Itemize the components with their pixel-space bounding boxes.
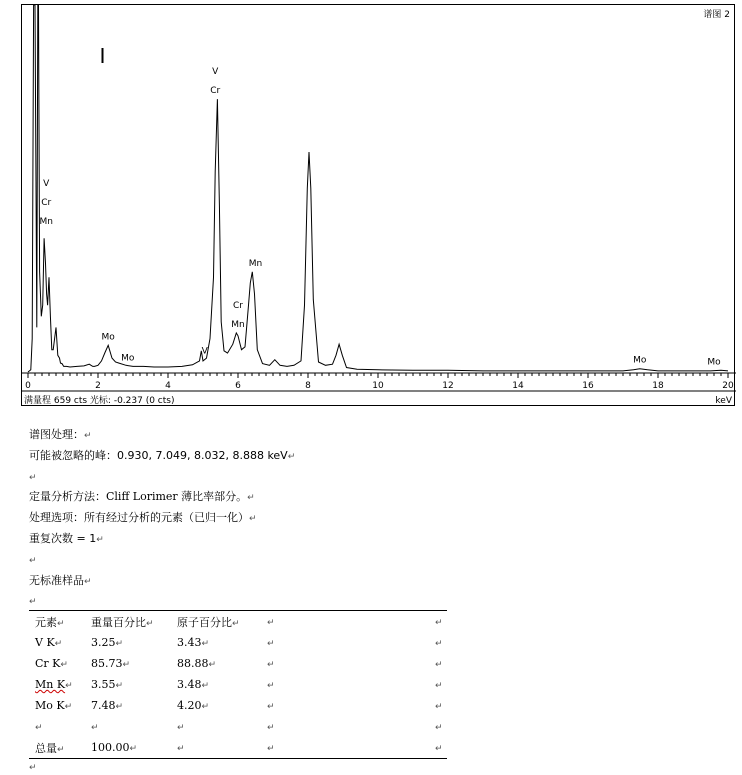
table-cell-empty: ↵ bbox=[261, 737, 429, 759]
chart-title: 谱图 2 bbox=[703, 10, 730, 20]
cell-atomic-percent: 3.43↵ bbox=[177, 636, 210, 649]
peak-label: Cr bbox=[233, 301, 243, 312]
doc-blank-line: ↵ bbox=[29, 556, 37, 566]
table-cell-empty: ↵ bbox=[267, 639, 275, 649]
doc-blank-line: ↵ bbox=[29, 597, 37, 607]
doc-omitted-peaks: 可能被忽略的峰：0.930, 7.049, 8.032, 8.888 keV↵ bbox=[29, 449, 296, 462]
cell-weight-percent: 85.73↵ bbox=[91, 657, 131, 670]
peak-label: Cr bbox=[41, 197, 52, 208]
x-axis-tick-labels bbox=[25, 381, 734, 391]
table-row-end: ↵ bbox=[435, 660, 443, 670]
x-tick-label: 0 bbox=[25, 381, 31, 391]
cell-weight-percent: 7.48↵ bbox=[91, 699, 124, 712]
cell-element: Cr K↵ bbox=[35, 657, 68, 670]
peak-label: V bbox=[212, 67, 219, 78]
chart-footer-status: 满量程 659 cts 光标: -0.237 (0 cts) bbox=[24, 396, 175, 406]
peak-label: Cr bbox=[210, 86, 221, 97]
doc-quant-method: 定量分析方法：Cliff Lorimer 薄比率部分。↵ bbox=[29, 490, 255, 503]
table-row-end: ↵ bbox=[429, 611, 447, 633]
doc-blank-line: ↵ bbox=[29, 763, 37, 773]
cell-atomic-percent: 3.48↵ bbox=[177, 678, 210, 691]
table-cell-empty: ↵ bbox=[267, 660, 275, 670]
cell-atomic-percent: ↵ bbox=[171, 737, 261, 759]
x-tick-label: 4 bbox=[165, 381, 171, 391]
cell-element: ↵ bbox=[35, 723, 43, 733]
doc-processing-option: 处理选项：所有经过分析的元素（已归一化）↵ bbox=[29, 511, 257, 524]
table-row bbox=[29, 632, 447, 653]
peak-annotations bbox=[39, 67, 721, 367]
x-tick-label: 6 bbox=[235, 381, 241, 391]
cell-atomic-percent: 88.88↵ bbox=[177, 657, 217, 670]
cell-weight-percent: ↵ bbox=[91, 723, 99, 733]
cell-element: Mo K↵ bbox=[35, 699, 73, 712]
x-axis-ticks bbox=[28, 373, 728, 378]
x-tick-label: 18 bbox=[652, 381, 664, 391]
x-axis-unit-label: keV bbox=[715, 396, 732, 406]
table-row-end: ↵ bbox=[435, 723, 443, 733]
x-tick-label: 8 bbox=[305, 381, 311, 391]
cell-element: V K↵ bbox=[35, 636, 63, 649]
peak-label: V bbox=[43, 178, 50, 189]
table-row bbox=[29, 716, 447, 737]
x-tick-label: 10 bbox=[372, 381, 384, 391]
header-element: 元素↵ bbox=[29, 611, 85, 633]
peak-label: Mo bbox=[707, 357, 721, 368]
cell-element: Mn K↵ bbox=[35, 678, 73, 691]
x-tick-label: 2 bbox=[95, 381, 101, 391]
doc-spectrum-processing: 谱图处理：↵ bbox=[29, 428, 92, 441]
spectrum-chart bbox=[21, 4, 735, 406]
cell-weight-percent: 100.00↵ bbox=[85, 737, 171, 759]
table-row-end: ↵ bbox=[435, 681, 443, 691]
cell-atomic-percent: ↵ bbox=[177, 723, 185, 733]
doc-iterations: 重复次数 = 1↵ bbox=[29, 532, 104, 545]
table-row-end: ↵ bbox=[435, 702, 443, 712]
table-row bbox=[29, 674, 447, 695]
cell-element: 总量↵ bbox=[29, 737, 85, 759]
x-tick-label: 20 bbox=[722, 381, 734, 391]
doc-standardless: 无标准样品↵ bbox=[29, 574, 92, 587]
peak-label: Mn bbox=[248, 258, 263, 269]
header-weight-percent: 重量百分比↵ bbox=[85, 611, 171, 633]
table-header-row bbox=[29, 611, 447, 633]
table-row bbox=[29, 695, 447, 716]
spectrum-series-line bbox=[28, 5, 728, 372]
x-tick-label: 12 bbox=[442, 381, 454, 391]
table-row bbox=[29, 653, 447, 674]
cursor-marker[interactable] bbox=[102, 48, 104, 63]
doc-blank-line: ↵ bbox=[29, 473, 37, 483]
table-total-row bbox=[29, 737, 447, 759]
table-cell-empty: ↵ bbox=[267, 723, 275, 733]
peak-label: V bbox=[201, 346, 208, 357]
spectrum-plot bbox=[22, 5, 736, 407]
quant-results-table bbox=[29, 610, 447, 759]
peak-label: Mo bbox=[101, 332, 115, 343]
table-cell-empty: ↵ bbox=[267, 681, 275, 691]
peak-label: Mn bbox=[231, 320, 245, 331]
header-atomic-percent: 原子百分比↵ bbox=[171, 611, 261, 633]
table-row-end: ↵ bbox=[429, 737, 447, 759]
cell-weight-percent: 3.55↵ bbox=[91, 678, 124, 691]
table-cell-empty: ↵ bbox=[267, 702, 275, 712]
peak-label: Mo bbox=[121, 353, 135, 364]
peak-label: Mn bbox=[39, 216, 53, 227]
table-cell-empty: ↵ bbox=[261, 611, 429, 633]
x-tick-label: 16 bbox=[582, 381, 594, 391]
table-row-end: ↵ bbox=[435, 639, 443, 649]
x-tick-label: 14 bbox=[512, 381, 524, 391]
peak-label: Mo bbox=[633, 355, 647, 366]
cell-atomic-percent: 4.20↵ bbox=[177, 699, 210, 712]
cell-weight-percent: 3.25↵ bbox=[91, 636, 124, 649]
